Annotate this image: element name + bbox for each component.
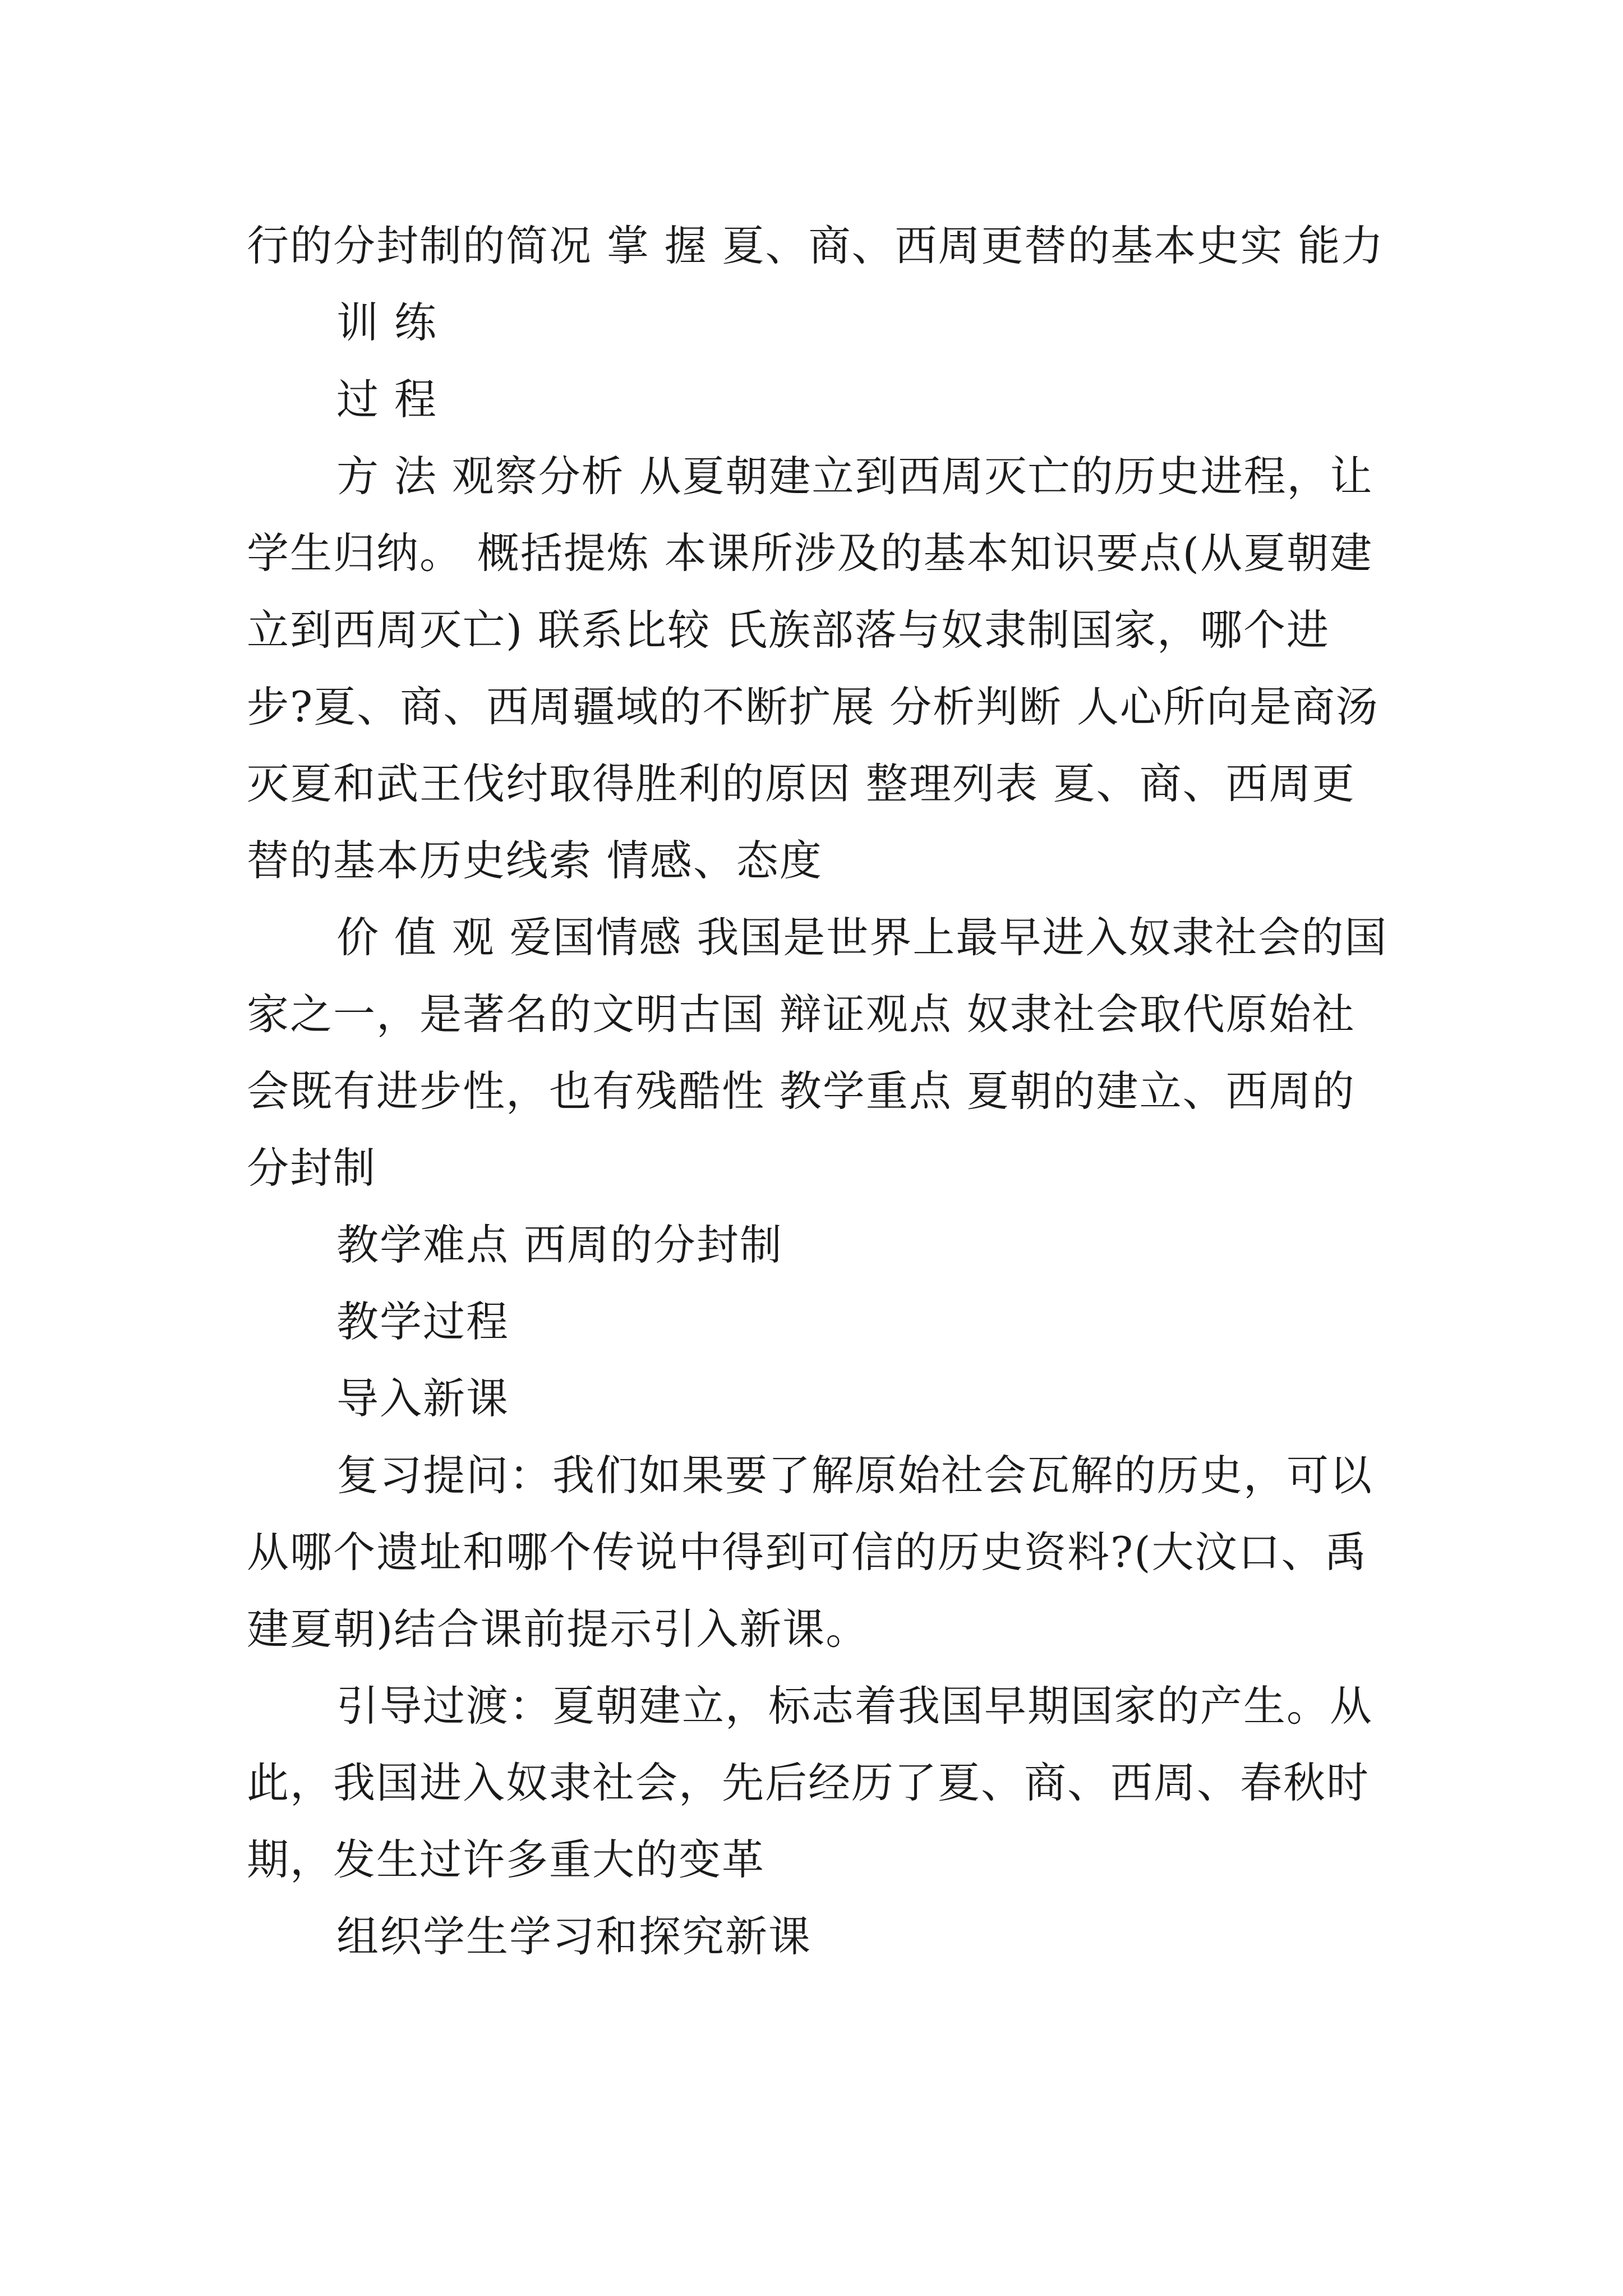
paragraph-2: 训 练	[336, 298, 437, 347]
document-body	[247, 208, 1391, 1975]
paragraph-10: 引导过渡：夏朝建立，标志着我国早期国家的产生。从此，我国进入奴隶社会，先后经历了夏、商、西周、春秋时期，发生过许多重大的变革	[247, 1681, 1373, 1884]
paragraph-3: 过 程	[336, 375, 437, 424]
paragraph-11: 组织学生学习和探究新课	[336, 1912, 812, 1961]
paragraph-6: 教学难点 西周的分封制	[336, 1220, 783, 1269]
paragraph-8: 导入新课	[336, 1374, 510, 1423]
paragraph-4: 方 法 观察分析 从夏朝建立到西周灭亡的历史进程，让学生归纳。 概括提炼 本课所涉及的基本知识要点(从夏朝建立到西周灭亡) 联系比较 氏族部落与奴隶制国家，哪个进步?夏、商、西周疆域的不断扩展 分析判断 人心所向是商汤灭夏和武王伐纣取得胜利的原因 整理列表 夏、商、西周更替的基本历史线索 情感、态度	[247, 452, 1379, 885]
paragraph-9: 复习提问：我们如果要了解原始社会瓦解的历史，可以从哪个遗址和哪个传说中得到可信的历史资料?(大汶口、禹建夏朝)结合课前提示引入新课。	[247, 1451, 1373, 1654]
paragraph-1: 行的分封制的简况 掌 握 夏、商、西周更替的基本史实 能力	[247, 221, 1385, 270]
paragraph-7: 教学过程	[336, 1297, 510, 1346]
paragraph-5: 价 值 观 爱国情感 我国是世界上最早进入奴隶社会的国家之一，是著名的文明古国 辩证观点 奴隶社会取代原始社会既有进步性，也有残酷性 教学重点 夏朝的建立、西周的分封制	[247, 913, 1388, 1193]
